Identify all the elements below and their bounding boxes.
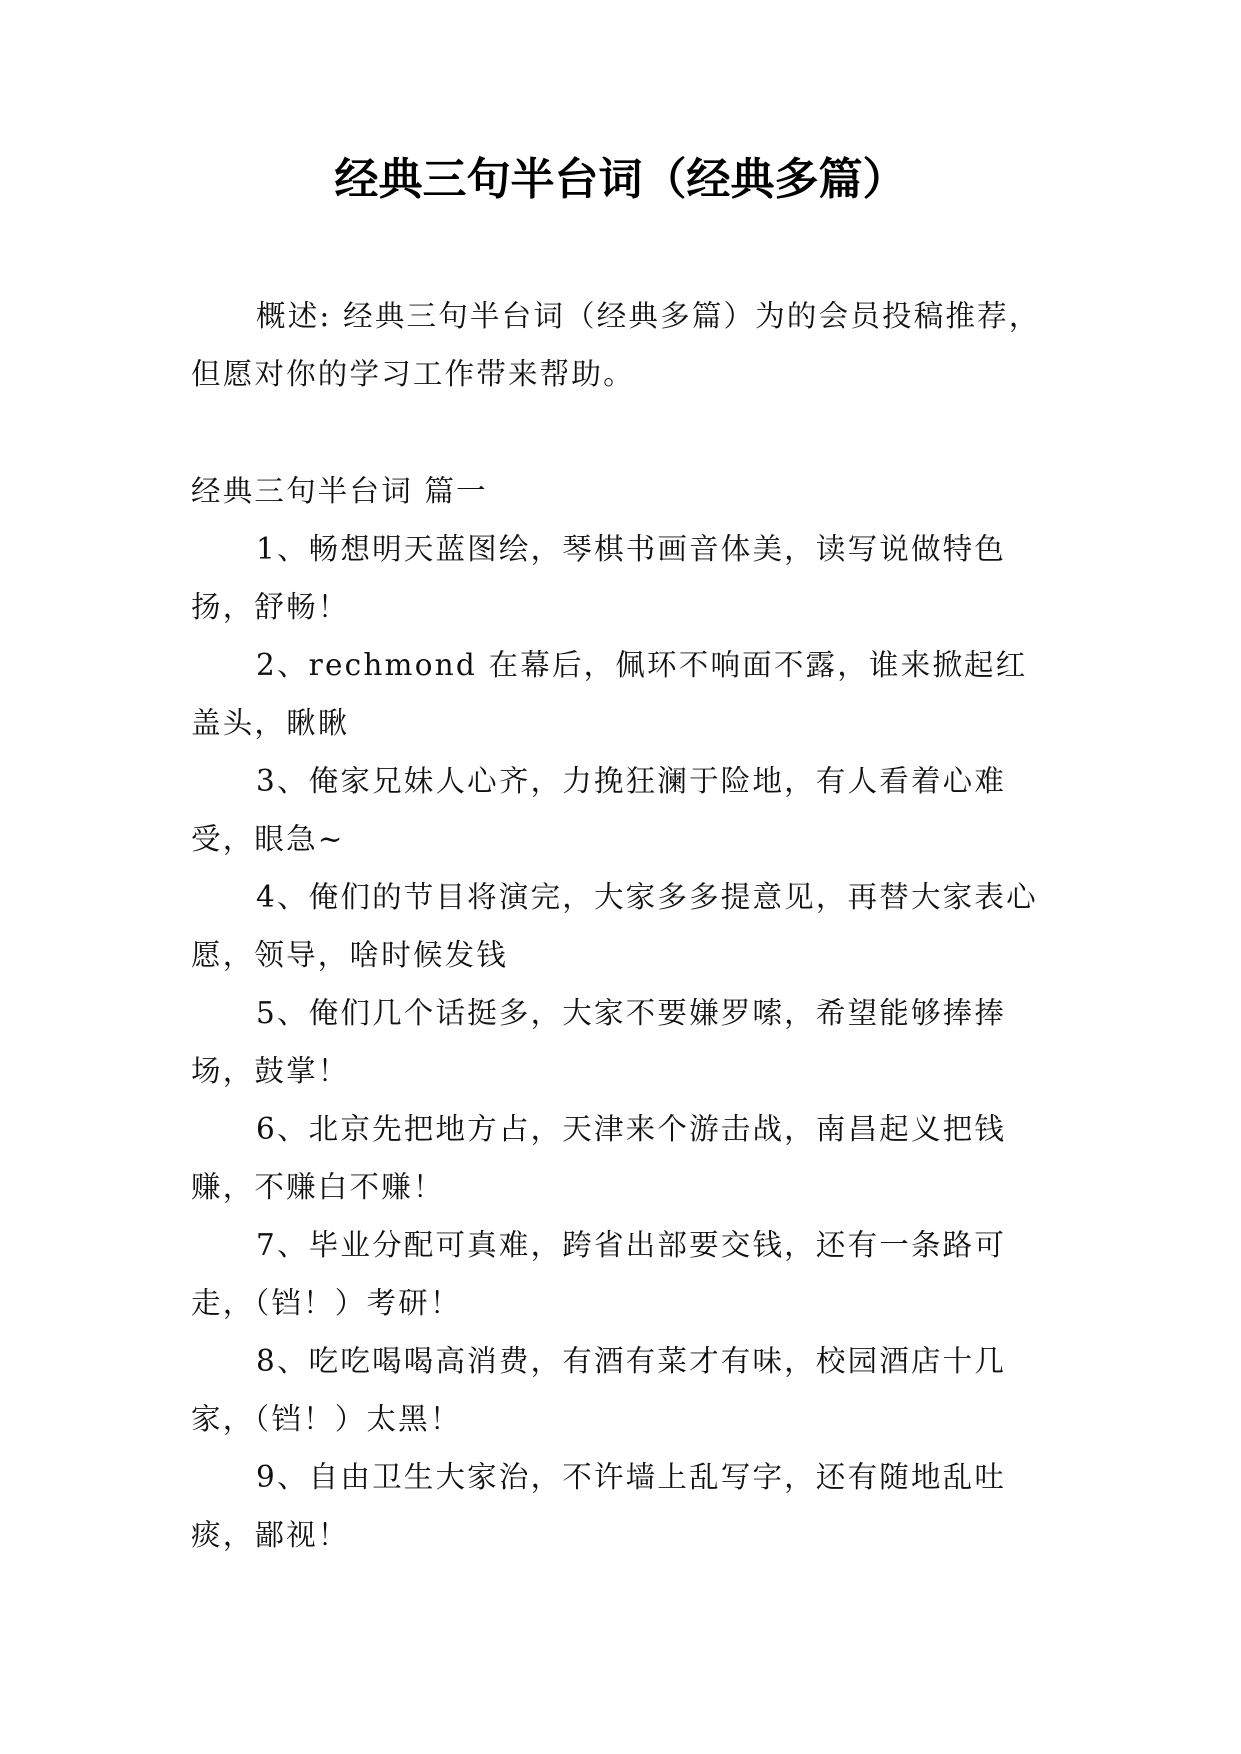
list-item: 7、毕业分配可真难，跨省出部要交钱，还有一条路可走，（铛！）考研！ xyxy=(191,1228,1007,1320)
list-item: 9、自由卫生大家治，不许墙上乱写字，还有随地乱吐痰，鄙视！ xyxy=(191,1460,1007,1552)
list-item: 8、吃吃喝喝高消费，有酒有菜才有味，校园酒店十几家，（铛！）太黑！ xyxy=(191,1344,1007,1436)
list-item: 3、俺家兄妹人心齐，力挽狂澜于险地，有人看着心难受，眼急~ xyxy=(191,764,1007,856)
item-list xyxy=(191,520,1051,1564)
document-summary: 概述: 经典三句半台词（经典多篇）为的会员投稿推荐，但愿对你的学习工作带来帮助。 xyxy=(191,299,1041,391)
document-title: 经典三句半台词（经典多篇） xyxy=(334,154,907,205)
list-item: 5、俺们几个话挺多，大家不要嫌罗嗦，希望能够捧捧场，鼓掌！ xyxy=(191,996,1007,1088)
section-heading: 经典三句半台词 篇一 xyxy=(191,474,488,508)
list-item: 2、rechmond 在幕后，佩环不响面不露，谁来掀起红盖头，瞅瞅 xyxy=(191,648,1028,740)
list-item: 6、北京先把地方占，天津来个游击战，南昌起义把钱赚，不赚白不赚！ xyxy=(191,1112,1007,1204)
list-item: 1、畅想明天蓝图绘，琴棋书画音体美，读写说做特色扬，舒畅！ xyxy=(191,532,1007,624)
list-item: 4、俺们的节目将演完，大家多多提意见，再替大家表心愿，领导，啥时候发钱 xyxy=(191,880,1038,972)
